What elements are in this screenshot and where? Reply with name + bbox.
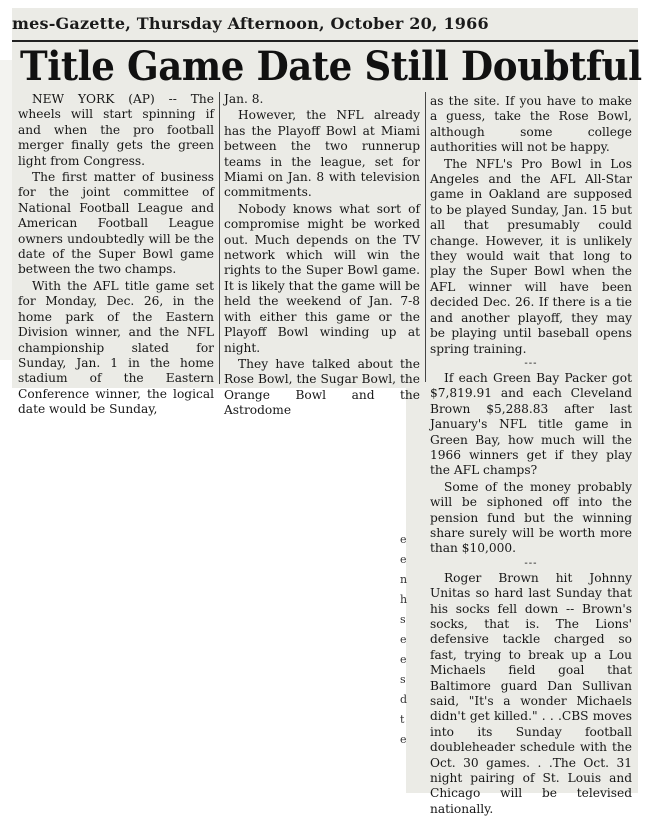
fragment-letter: e <box>400 653 407 666</box>
fragment-letter: h <box>400 593 408 606</box>
section-separator: --- <box>524 557 538 569</box>
paragraph: They have talked about the Rose Bowl, the Sugar Bowl, the Orange Bowl and the Astrodome <box>224 356 420 418</box>
fragment-letter: s <box>400 673 406 686</box>
paragraph: With the AFL title game set for Monday, Dec. 26, in the home park of the Eastern Division winner, and the NFL championship slated for Sunday, Jan. 1 in the home stadium of the Eastern Conference winner, the logical date would be Sunday, <box>18 278 214 417</box>
fragment-letter: e <box>400 533 407 546</box>
headline: Title Game Date Still Doubtful <box>20 43 642 90</box>
paragraph: NEW YORK (AP) -- The wheels will start spinning if and when the pro football merger finally gets the green light from Congress. <box>18 92 214 168</box>
paragraph: as the site. If you have to make a guess, take the Rose Bowl, although some college authorities will not be happy. <box>430 94 632 155</box>
paragraph: Nobody knows what sort of compromise might be worked out. Much depends on the TV network which will win the rights to the Super Bowl game. It is likely that the game will be held the weekend of Jan. 7-8 with either this game or the Playoff Bowl winding up at night. <box>224 201 421 355</box>
paragraph: If each Green Bay Packer got $7,819.91 and each Cleveland Brown $5,288.83 after last January's NFL title game in Green Bay, how much will the 1966 winners get if they play the AFL champs? <box>430 370 632 478</box>
fragment-letter: s <box>400 613 406 626</box>
paragraph: The NFL's Pro Bowl in Los Angeles and the AFL All-Star game in Oakland are supposed to be played Sunday, Jan. 15 but all that presumably could change. However, it is unlikely they would wait that long to play the Super Bowl when the AFL winner will have been decided Dec. 26. If there is a tie and another playoff, they may be playing until baseball opens spring training. <box>430 156 632 356</box>
column-divider <box>219 92 220 384</box>
dateline: mes-Gazette, Thursday Afternoon, October 20, 1966 <box>12 14 489 33</box>
paragraph: The first matter of business for the joint committee of National Football League and American Football League owners undoubtedly will be the date of the Super Bowl game between the two champs. <box>18 170 214 277</box>
fragment-letter: d <box>400 693 408 706</box>
fragment-letter: t <box>400 713 405 726</box>
paragraph: Roger Brown hit Johnny Unitas so hard last Sunday that his socks fell down -- Brown's socks, that is. The Lions' defensive tackle charged so fast, trying to break up a Lou Michaels field goal that Baltimore guard Dan Sullivan said, "It's a wonder Michaels didn't get killed." . . .CBS moves into its Sunday football doubleheader schedule with the Oct. 30 games. . .The Oct. 31 night pairing of St. Louis and Chicago will be televised nationally. <box>430 570 632 816</box>
paragraph: However, the NFL already has the Playoff Bowl at Miami between the two runnerup teams in the league, set for Miami on Jan. 8 with television commitments. <box>224 108 420 200</box>
fragment-letter: n <box>400 573 408 586</box>
dateline-rule <box>12 40 638 42</box>
paragraph: Some of the money probably will be siphoned off into the pension fund but the winning share surely will be worth more than $10,000. <box>430 479 632 556</box>
column-divider <box>425 92 426 382</box>
adjacent-column-fragments <box>400 530 408 750</box>
fragment-letter: e <box>400 633 407 646</box>
fragment-letter: e <box>400 733 407 746</box>
article-column-1 <box>18 92 214 418</box>
paragraph: Jan. 8. <box>224 92 264 106</box>
article-column-3 <box>430 94 632 817</box>
fragment-letter: e <box>400 553 407 566</box>
article-column-2 <box>224 92 420 419</box>
adjacent-column-strip <box>0 60 12 360</box>
section-separator: --- <box>524 357 538 369</box>
